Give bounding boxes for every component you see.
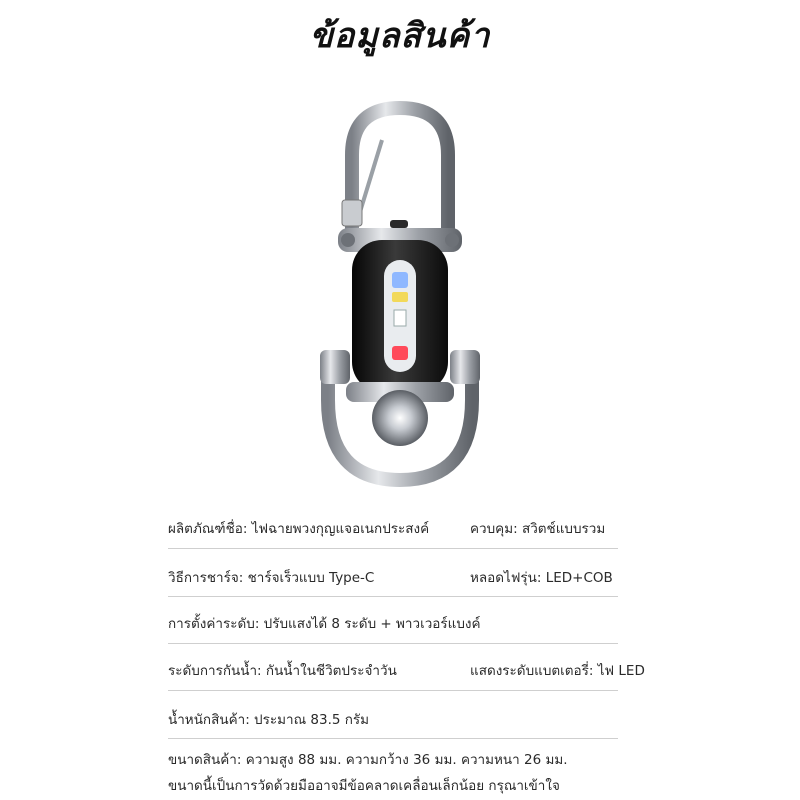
spec-note: ขนาดนี้เป็นการวัดด้วยมืออาจมีข้อคลาดเคลื่อนเล็กน้อย กรุณาเข้าใจ — [168, 778, 560, 794]
led-strip-icon — [384, 260, 416, 372]
spec-row-charging — [168, 566, 618, 588]
divider — [168, 548, 618, 549]
divider — [168, 690, 618, 691]
spec-bulb-type: หลอดไฟรุ่น: LED+COB — [470, 570, 613, 586]
spec-waterproof: ระดับการกันน้ำ: กันน้ำในชีวิตประจำวัน — [168, 663, 397, 679]
spec-row-waterproof — [168, 659, 645, 681]
page-title: ข้อมูลสินค้า — [309, 16, 491, 56]
spec-row-weight — [168, 708, 618, 730]
spec-row-size — [168, 748, 618, 770]
spec-battery-indicator: แสดงระดับแบตเตอรี่: ไฟ LED — [470, 663, 645, 679]
divider — [168, 596, 618, 597]
spec-charging: วิธีการชาร์จ: ชาร์จเร็วแบบ Type-C — [168, 570, 375, 586]
spec-control: ควบคุม: สวิตช์แบบรวม — [470, 521, 606, 537]
spec-weight: น้ำหนักสินค้า: ประมาณ 83.5 กรัม — [168, 712, 370, 728]
spec-size: ขนาดสินค้า: ความสูง 88 มม. ความกว้าง 36 มม. ความหนา 26 มม. — [168, 752, 568, 768]
spec-product-name: ผลิตภัณฑ์ชื่อ: ไฟฉายพวงกุญแจอเนกประสงค์ — [168, 521, 430, 537]
spec-row-product-name — [168, 517, 618, 539]
divider — [168, 643, 618, 644]
divider — [168, 738, 618, 739]
spec-light-levels: การตั้งค่าระดับ: ปรับแสงได้ 8 ระดับ + พาวเวอร์แบงค์ — [168, 616, 481, 632]
keychain-flashlight-image — [290, 100, 510, 500]
spec-row-settings — [168, 612, 618, 634]
